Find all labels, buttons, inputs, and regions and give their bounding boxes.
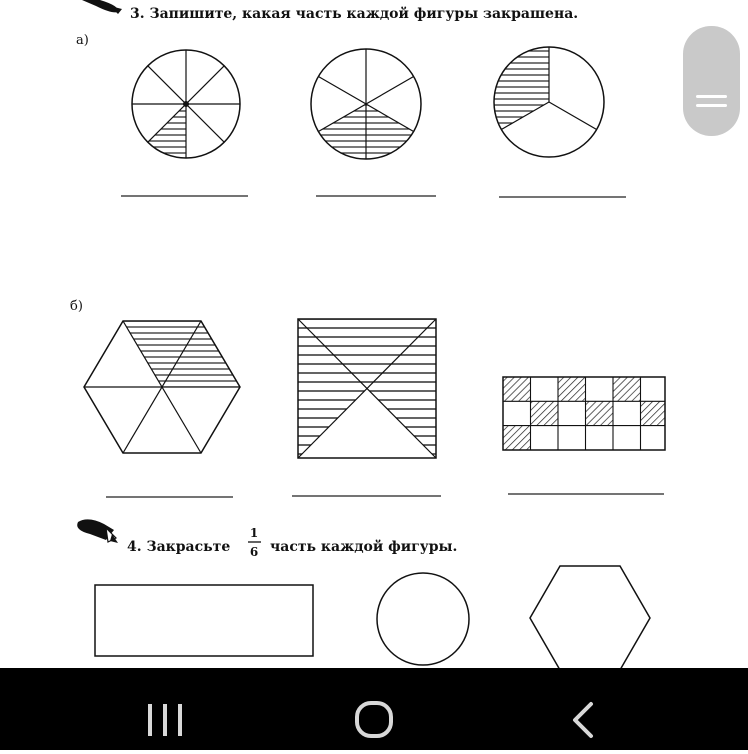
part-a-label: а) bbox=[76, 33, 89, 48]
home-icon bbox=[314, 668, 434, 750]
navigation-bar bbox=[0, 668, 748, 750]
fraction-numerator: 1 bbox=[249, 526, 259, 540]
hexagon-triangles-figure bbox=[84, 321, 240, 453]
part-b-label: б) bbox=[70, 299, 83, 314]
grid-figure bbox=[503, 377, 665, 450]
fraction-denominator: 6 bbox=[249, 545, 259, 559]
rectangle-shape[interactable] bbox=[95, 585, 313, 656]
back-icon bbox=[524, 668, 644, 750]
handle-grip-line bbox=[696, 95, 727, 98]
pencil-icon bbox=[82, 0, 122, 14]
circle-thirds-figure bbox=[494, 47, 604, 157]
circle-sixths-figure bbox=[311, 49, 421, 159]
scroll-handle[interactable] bbox=[683, 26, 740, 136]
home-button[interactable] bbox=[314, 668, 434, 750]
hexagon-shape[interactable] bbox=[530, 566, 650, 668]
task3-title: 3. Запишите, какая часть каждой фигуры закрашена. bbox=[130, 6, 579, 22]
pencil-icon bbox=[77, 519, 118, 543]
square-diagonals-figure bbox=[298, 319, 436, 458]
circle-shape[interactable] bbox=[377, 573, 469, 665]
recent-apps-button[interactable] bbox=[105, 668, 225, 750]
task4-title: 4. Закрасьте bbox=[127, 539, 231, 555]
back-button[interactable] bbox=[524, 668, 644, 750]
recent-apps-icon bbox=[105, 668, 225, 750]
circle-eighths-figure bbox=[132, 50, 240, 158]
handle-grip-line bbox=[696, 104, 727, 107]
task4-title-rest: часть каждой фигуры. bbox=[270, 539, 458, 555]
